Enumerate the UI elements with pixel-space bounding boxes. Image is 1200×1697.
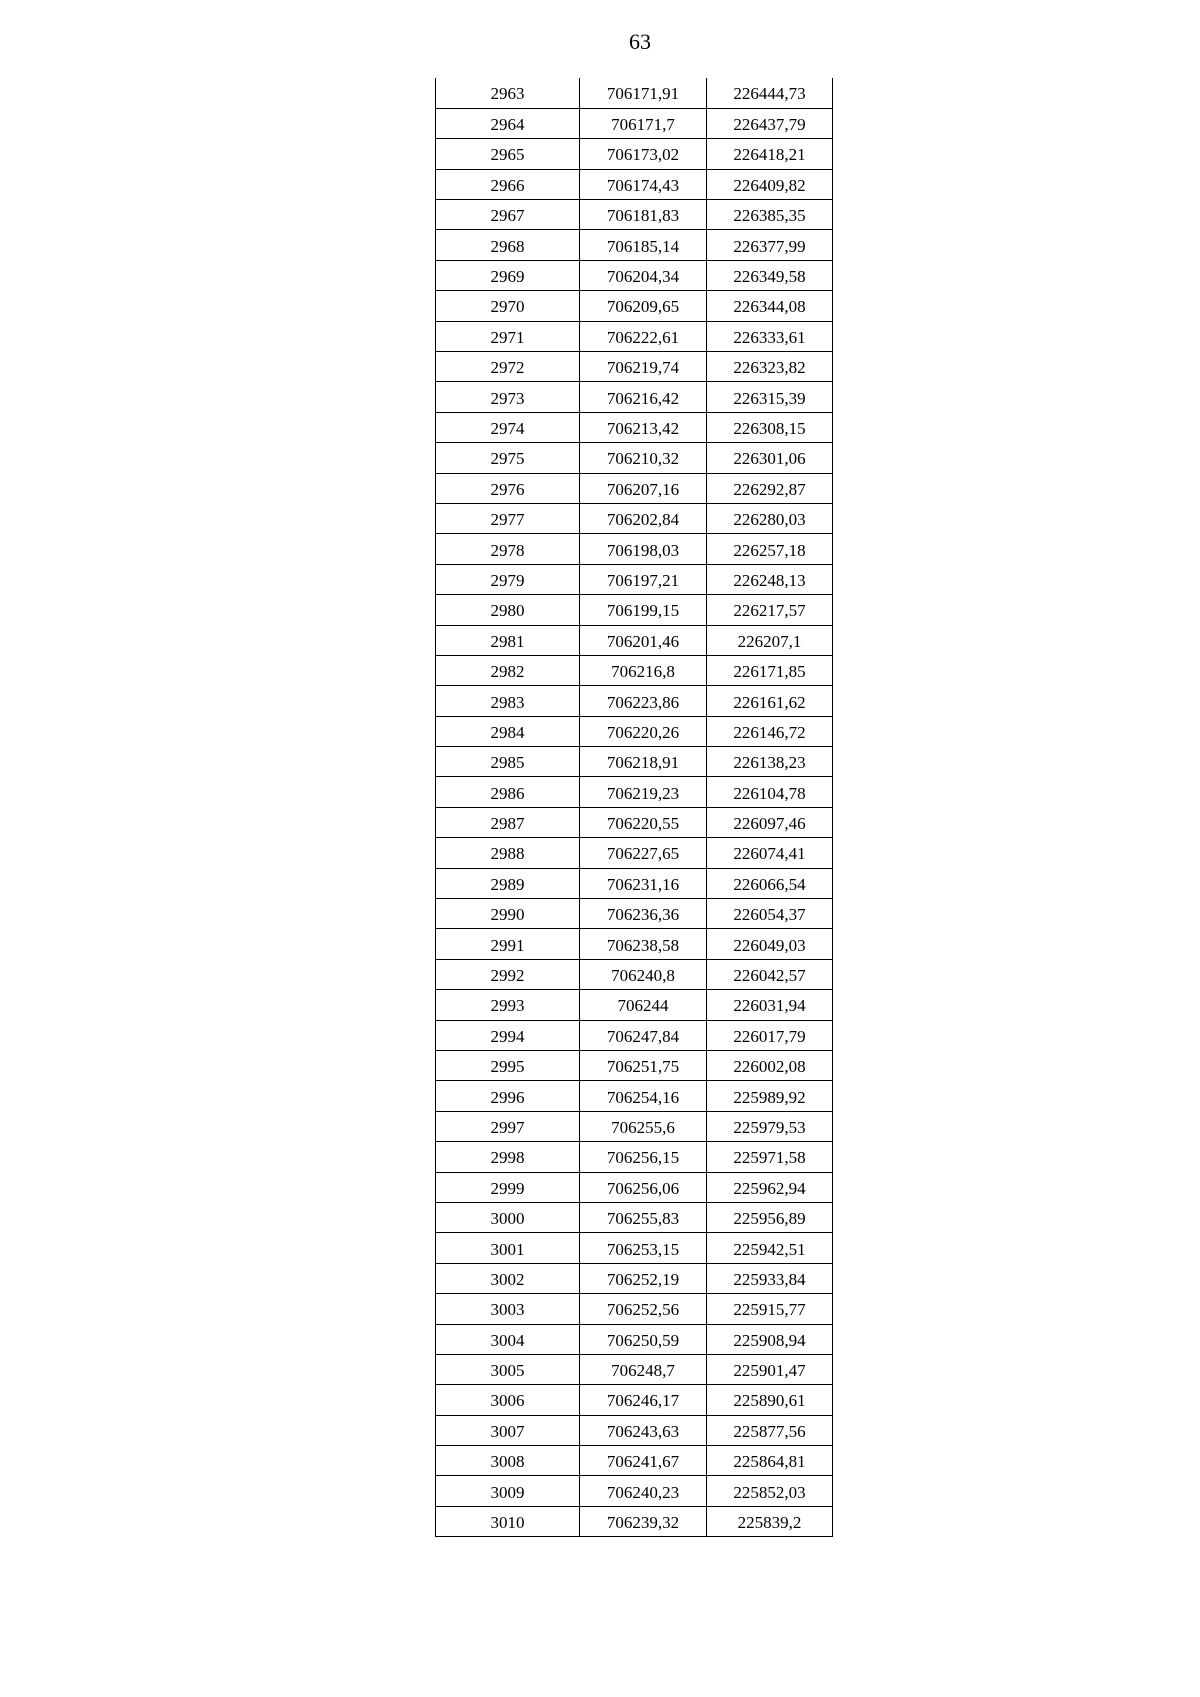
point-number-cell: 2976 [436, 473, 580, 503]
y-coordinate-cell: 225864,81 [707, 1446, 833, 1476]
point-number-cell: 3002 [436, 1263, 580, 1293]
x-coordinate-cell: 706254,16 [580, 1081, 707, 1111]
point-number-cell: 2974 [436, 412, 580, 442]
table-row [436, 1111, 833, 1141]
y-coordinate-cell: 226444,73 [707, 78, 833, 108]
y-coordinate-cell: 226280,03 [707, 503, 833, 533]
point-number-cell: 2983 [436, 686, 580, 716]
y-coordinate-cell: 226248,13 [707, 564, 833, 594]
table-row [436, 200, 833, 230]
table-row [436, 78, 833, 108]
table-row [436, 1446, 833, 1476]
y-coordinate-cell: 225971,58 [707, 1142, 833, 1172]
point-number-cell: 2966 [436, 169, 580, 199]
table-row [436, 777, 833, 807]
table-row [436, 503, 833, 533]
y-coordinate-cell: 226031,94 [707, 990, 833, 1020]
point-number-cell: 2969 [436, 260, 580, 290]
y-coordinate-cell: 225979,53 [707, 1111, 833, 1141]
x-coordinate-cell: 706255,6 [580, 1111, 707, 1141]
table-row [436, 412, 833, 442]
point-number-cell: 2967 [436, 200, 580, 230]
point-number-cell: 3004 [436, 1324, 580, 1354]
table-row [436, 868, 833, 898]
y-coordinate-cell: 226418,21 [707, 139, 833, 169]
y-coordinate-cell: 226323,82 [707, 352, 833, 382]
table-row [436, 1233, 833, 1263]
table-row [436, 321, 833, 351]
y-coordinate-cell: 225956,89 [707, 1202, 833, 1232]
table-row [436, 473, 833, 503]
table-row [436, 169, 833, 199]
y-coordinate-cell: 226002,08 [707, 1051, 833, 1081]
point-number-cell: 2979 [436, 564, 580, 594]
point-number-cell: 2977 [436, 503, 580, 533]
y-coordinate-cell: 226292,87 [707, 473, 833, 503]
x-coordinate-cell: 706243,63 [580, 1415, 707, 1445]
table-row [436, 716, 833, 746]
point-number-cell: 2999 [436, 1172, 580, 1202]
x-coordinate-cell: 706240,8 [580, 959, 707, 989]
point-number-cell: 3009 [436, 1476, 580, 1506]
point-number-cell: 2982 [436, 655, 580, 685]
y-coordinate-cell: 226161,62 [707, 686, 833, 716]
x-coordinate-cell: 706247,84 [580, 1020, 707, 1050]
x-coordinate-cell: 706181,83 [580, 200, 707, 230]
x-coordinate-cell: 706207,16 [580, 473, 707, 503]
table-row [436, 807, 833, 837]
x-coordinate-cell: 706174,43 [580, 169, 707, 199]
table-row [436, 534, 833, 564]
point-number-cell: 2989 [436, 868, 580, 898]
x-coordinate-cell: 706231,16 [580, 868, 707, 898]
y-coordinate-cell: 226017,79 [707, 1020, 833, 1050]
table-row [436, 1294, 833, 1324]
x-coordinate-cell: 706236,36 [580, 899, 707, 929]
point-number-cell: 2973 [436, 382, 580, 412]
y-coordinate-cell: 225839,2 [707, 1506, 833, 1536]
x-coordinate-cell: 706202,84 [580, 503, 707, 533]
point-number-cell: 2980 [436, 595, 580, 625]
y-coordinate-cell: 226385,35 [707, 200, 833, 230]
x-coordinate-cell: 706171,91 [580, 78, 707, 108]
table-row [436, 1081, 833, 1111]
x-coordinate-cell: 706218,91 [580, 747, 707, 777]
x-coordinate-cell: 706248,7 [580, 1354, 707, 1384]
table-row [436, 1020, 833, 1050]
x-coordinate-cell: 706256,15 [580, 1142, 707, 1172]
point-number-cell: 2981 [436, 625, 580, 655]
table-row [436, 1415, 833, 1445]
x-coordinate-cell: 706244 [580, 990, 707, 1020]
table-row [436, 291, 833, 321]
table-row [436, 990, 833, 1020]
table-row [436, 1051, 833, 1081]
y-coordinate-cell: 225877,56 [707, 1415, 833, 1445]
x-coordinate-cell: 706199,15 [580, 595, 707, 625]
y-coordinate-cell: 226042,57 [707, 959, 833, 989]
y-coordinate-cell: 225901,47 [707, 1354, 833, 1384]
point-number-cell: 2987 [436, 807, 580, 837]
y-coordinate-cell: 225890,61 [707, 1385, 833, 1415]
point-number-cell: 2990 [436, 899, 580, 929]
x-coordinate-cell: 706240,23 [580, 1476, 707, 1506]
y-coordinate-cell: 225852,03 [707, 1476, 833, 1506]
table-row [436, 564, 833, 594]
table-row [436, 443, 833, 473]
y-coordinate-cell: 225933,84 [707, 1263, 833, 1293]
y-coordinate-cell: 226217,57 [707, 595, 833, 625]
y-coordinate-cell: 226377,99 [707, 230, 833, 260]
point-number-cell: 2971 [436, 321, 580, 351]
point-number-cell: 2993 [436, 990, 580, 1020]
point-number-cell: 2968 [436, 230, 580, 260]
x-coordinate-cell: 706201,46 [580, 625, 707, 655]
table-row [436, 747, 833, 777]
table-row [436, 1263, 833, 1293]
table-row [436, 139, 833, 169]
x-coordinate-cell: 706252,56 [580, 1294, 707, 1324]
x-coordinate-cell: 706246,17 [580, 1385, 707, 1415]
x-coordinate-cell: 706252,19 [580, 1263, 707, 1293]
x-coordinate-cell: 706171,7 [580, 108, 707, 138]
y-coordinate-cell: 226171,85 [707, 655, 833, 685]
y-coordinate-cell: 226344,08 [707, 291, 833, 321]
point-number-cell: 3007 [436, 1415, 580, 1445]
x-coordinate-cell: 706220,55 [580, 807, 707, 837]
x-coordinate-cell: 706216,42 [580, 382, 707, 412]
point-number-cell: 3006 [436, 1385, 580, 1415]
point-number-cell: 2996 [436, 1081, 580, 1111]
y-coordinate-cell: 226315,39 [707, 382, 833, 412]
x-coordinate-cell: 706227,65 [580, 838, 707, 868]
y-coordinate-cell: 226301,06 [707, 443, 833, 473]
x-coordinate-cell: 706220,26 [580, 716, 707, 746]
table-row [436, 1172, 833, 1202]
y-coordinate-cell: 226437,79 [707, 108, 833, 138]
point-number-cell: 3003 [436, 1294, 580, 1324]
x-coordinate-cell: 706210,32 [580, 443, 707, 473]
x-coordinate-cell: 706222,61 [580, 321, 707, 351]
x-coordinate-cell: 706197,21 [580, 564, 707, 594]
point-number-cell: 2970 [436, 291, 580, 321]
point-number-cell: 3008 [436, 1446, 580, 1476]
table-row [436, 838, 833, 868]
x-coordinate-cell: 706239,32 [580, 1506, 707, 1536]
x-coordinate-cell: 706251,75 [580, 1051, 707, 1081]
y-coordinate-cell: 225989,92 [707, 1081, 833, 1111]
x-coordinate-cell: 706198,03 [580, 534, 707, 564]
x-coordinate-cell: 706216,8 [580, 655, 707, 685]
coordinates-table [435, 78, 833, 1537]
y-coordinate-cell: 226066,54 [707, 868, 833, 898]
point-number-cell: 2986 [436, 777, 580, 807]
table-row [436, 230, 833, 260]
table-row [436, 959, 833, 989]
table-row [436, 686, 833, 716]
point-number-cell: 2995 [436, 1051, 580, 1081]
table-row [436, 1202, 833, 1232]
y-coordinate-cell: 226097,46 [707, 807, 833, 837]
x-coordinate-cell: 706255,83 [580, 1202, 707, 1232]
y-coordinate-cell: 226049,03 [707, 929, 833, 959]
point-number-cell: 2988 [436, 838, 580, 868]
table-row [436, 108, 833, 138]
table-row [436, 382, 833, 412]
point-number-cell: 2963 [436, 78, 580, 108]
x-coordinate-cell: 706223,86 [580, 686, 707, 716]
point-number-cell: 3010 [436, 1506, 580, 1536]
table-row [436, 352, 833, 382]
y-coordinate-cell: 226138,23 [707, 747, 833, 777]
table-row [436, 655, 833, 685]
point-number-cell: 2992 [436, 959, 580, 989]
x-coordinate-cell: 706250,59 [580, 1324, 707, 1354]
x-coordinate-cell: 706213,42 [580, 412, 707, 442]
page-number: 63 [629, 29, 651, 54]
table-row [436, 1354, 833, 1384]
y-coordinate-cell: 226409,82 [707, 169, 833, 199]
y-coordinate-cell: 226146,72 [707, 716, 833, 746]
x-coordinate-cell: 706256,06 [580, 1172, 707, 1202]
point-number-cell: 2985 [436, 747, 580, 777]
point-number-cell: 3001 [436, 1233, 580, 1263]
x-coordinate-cell: 706219,23 [580, 777, 707, 807]
table-row [436, 929, 833, 959]
y-coordinate-cell: 226207,1 [707, 625, 833, 655]
x-coordinate-cell: 706173,02 [580, 139, 707, 169]
point-number-cell: 2997 [436, 1111, 580, 1141]
point-number-cell: 2984 [436, 716, 580, 746]
point-number-cell: 3000 [436, 1202, 580, 1232]
point-number-cell: 2965 [436, 139, 580, 169]
y-coordinate-cell: 225942,51 [707, 1233, 833, 1263]
point-number-cell: 2975 [436, 443, 580, 473]
point-number-cell: 2978 [436, 534, 580, 564]
table-row [436, 1324, 833, 1354]
table-row [436, 1506, 833, 1536]
y-coordinate-cell: 226104,78 [707, 777, 833, 807]
x-coordinate-cell: 706253,15 [580, 1233, 707, 1263]
table-row [436, 260, 833, 290]
y-coordinate-cell: 226308,15 [707, 412, 833, 442]
table-row [436, 1385, 833, 1415]
y-coordinate-cell: 226333,61 [707, 321, 833, 351]
x-coordinate-cell: 706241,67 [580, 1446, 707, 1476]
point-number-cell: 2998 [436, 1142, 580, 1172]
point-number-cell: 2972 [436, 352, 580, 382]
table-row [436, 625, 833, 655]
y-coordinate-cell: 226257,18 [707, 534, 833, 564]
point-number-cell: 2964 [436, 108, 580, 138]
point-number-cell: 2991 [436, 929, 580, 959]
table-row [436, 1142, 833, 1172]
y-coordinate-cell: 226074,41 [707, 838, 833, 868]
x-coordinate-cell: 706204,34 [580, 260, 707, 290]
table-row [436, 899, 833, 929]
point-number-cell: 2994 [436, 1020, 580, 1050]
y-coordinate-cell: 226054,37 [707, 899, 833, 929]
y-coordinate-cell: 226349,58 [707, 260, 833, 290]
y-coordinate-cell: 225908,94 [707, 1324, 833, 1354]
table-row [436, 595, 833, 625]
table-row [436, 1476, 833, 1506]
y-coordinate-cell: 225962,94 [707, 1172, 833, 1202]
x-coordinate-cell: 706238,58 [580, 929, 707, 959]
coordinates-table-body [436, 78, 833, 1537]
x-coordinate-cell: 706185,14 [580, 230, 707, 260]
x-coordinate-cell: 706219,74 [580, 352, 707, 382]
x-coordinate-cell: 706209,65 [580, 291, 707, 321]
y-coordinate-cell: 225915,77 [707, 1294, 833, 1324]
point-number-cell: 3005 [436, 1354, 580, 1384]
